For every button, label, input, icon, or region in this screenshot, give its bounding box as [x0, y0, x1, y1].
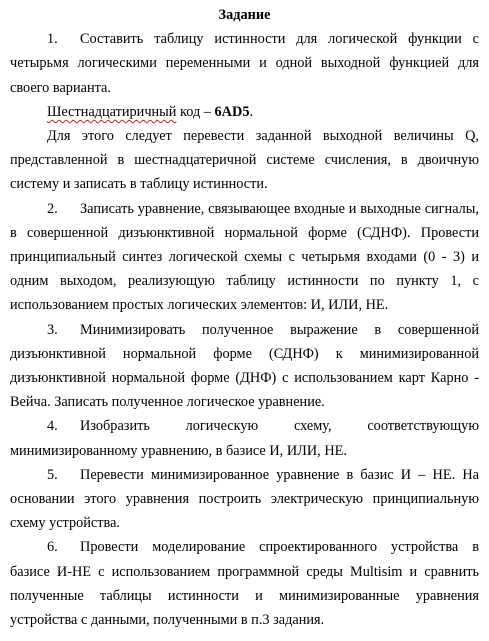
task-text: Провести моделирование спроектированного устройства в базисе И-НЕ с использованием программной среды Multisim и сравнить полученные таблицы истинности и минимизированные уравнения устройства с данными, полученными в п.3 задания.	[10, 539, 479, 629]
hex-code-label-word: Шестнадцатиричный	[47, 103, 177, 120]
task-text: Составить таблицу истинности для логической функции с четырьмя логическими переменными и одной выходной функцией для своего варианта.	[10, 31, 479, 96]
hex-code-line	[10, 100, 479, 124]
hex-code-period: .	[249, 103, 254, 120]
task-item-5	[10, 463, 479, 536]
task-item-1	[10, 27, 479, 100]
task-text: Перевести минимизированное уравнение в базис И – НЕ. На основании этого уравнения построить электрическую принципиальную схему устройства.	[10, 466, 479, 532]
task-item-6	[10, 535, 479, 632]
task-item-3	[10, 318, 479, 415]
task-text: Изобразить логическую схему, соответствующую минимизированному уравнению, в базисе И, ИЛИ, НЕ.	[10, 418, 479, 459]
task-number: 4.	[47, 418, 58, 435]
document-title: Задание	[218, 7, 271, 23]
task-number: 5.	[47, 466, 58, 483]
task-number: 6.	[47, 539, 58, 556]
task-number: 2.	[47, 200, 58, 217]
task-text: Минимизировать полученное выражение в совершенной дизъюнктивной нормальной форме (СДНФ) к минимизированной дизъюнктивной нормальной форме (ДНФ) с использованием карт Карно - Вейча. Записать полученное логическое уравнение.	[10, 321, 479, 411]
task-text: Записать уравнение, связывающее входные и выходные сигналы, в совершенной дизъюнктивной нормальной форме (СДНФ). Провести принципиальный синтез логической схемы с четырьмя входами (0 - 3) и одним выходом, реализующую таблицу истинности по пункту 1, с использованием простых логических элементов: И, ИЛИ, НЕ.	[10, 200, 479, 314]
task-item-4	[10, 414, 479, 462]
task-number: 3.	[47, 321, 58, 338]
task-number: 1.	[47, 31, 58, 48]
task-item-2	[10, 197, 479, 318]
hex-code-label-rest: код –	[176, 103, 215, 120]
explanation-paragraph: Для этого следует перевести заданной выходной величины Q, представленной в шестнадцатеричной системе счисления, в двоичную систему и записать в таблицу истинности.	[10, 128, 479, 193]
hex-code-value: 6AD5	[214, 103, 250, 120]
task-document	[10, 3, 479, 632]
